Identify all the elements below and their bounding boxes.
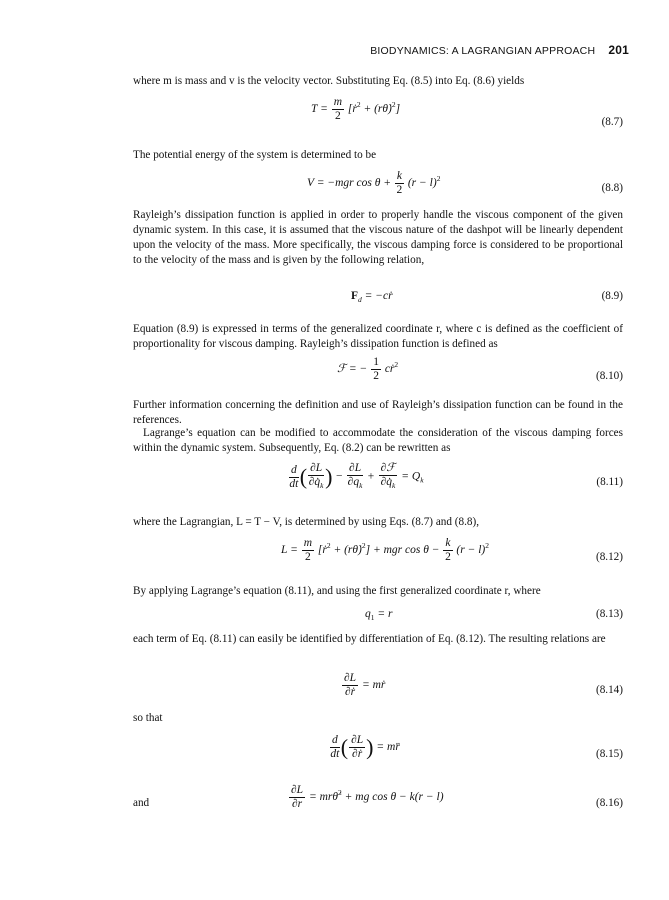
so-that-label: so that [133, 712, 163, 724]
equation-number: (8.14) [595, 684, 623, 696]
equation-number: (8.15) [595, 748, 623, 760]
equation-8-15: $\frac{d}{dt}$ ( $\frac{\partial L}{\text{∂ṙ}}$ ) = mr̈ (8.15) [330, 734, 623, 760]
paragraph-2: The potential energy of the system is determined to be [133, 149, 377, 161]
equation-number: (8.10) [595, 370, 623, 382]
equation-8-7: T = $\frac{m}{2}$ [ṙ$^2$ + (rθ̇)$^2$] (8.7) [311, 96, 623, 128]
equation-number: (8.12) [595, 551, 623, 563]
running-title: BIODYNAMICS: A LAGRANGIAN APPROACH [370, 45, 596, 57]
paragraph-1: where m is mass and v is the velocity vector. Substituting Eq. (8.5) into Eq. (8.6) yields [133, 75, 525, 87]
paragraph-7: where the Lagrangian, L = T − V, is determined by using Eqs. (8.7) and (8.8), [133, 516, 479, 528]
equation-number: (8.9) [601, 290, 623, 302]
and-label: and [133, 797, 150, 809]
equation-8-11: $\frac{d}{dt}$ ( $\frac{\partial L}{\partial q̇_k}$ ) − $\frac{\partial L}{\partial q_k}$ + $\frac{\text{∂ℱ}}{\partial q̇_k}$ = $Q_k$ (8.11) [289, 462, 623, 490]
paragraph-8: By applying Lagrange’s equation (8.11), and using the first generalized coordinate r, where [133, 585, 541, 597]
running-header [370, 43, 629, 57]
paragraph-5: Further information concerning the definition and use of Rayleigh’s dissipation function can be found in the references. [133, 399, 623, 426]
equation-number: (8.7) [601, 116, 623, 128]
paragraph-4: Equation (8.9) is expressed in terms of the generalized coordinate r, where c is defined as the coefficient of proportionality for viscous damping. Rayleigh’s dissipation function is defined as [133, 323, 623, 350]
page-number: 201 [608, 43, 629, 57]
paragraph-9: each term of Eq. (8.11) can easily be identified by differentiation of Eq. (8.12). The resulting relations are [133, 633, 606, 645]
equation-8-8: V = −mgr cos θ + $\frac{k}{2}$ $(r - l)^2$ (8.8) [307, 170, 623, 196]
equation-8-16: $\frac{\partial L}{\partial r}$ = mrθ̇$^2$ + mg cos θ − k(r − l) (8.16) [291, 784, 623, 810]
paragraph-6: Lagrange’s equation can be modified to accommodate the consideration of the viscous damping forces within the dynamic system. Subsequently, Eq. (8.2) can be rewritten as [133, 427, 623, 454]
equation-8-10: ℱ = − $\frac{1}{2}$ cṙ$^2$ (8.10) [337, 356, 623, 382]
equation-8-13: $q_1 = r$ (8.13) [365, 608, 623, 622]
paragraph-3: Rayleigh’s dissipation function is applied in order to properly handle the viscous component of the given dynamic system. In this case, it is assumed that the viscous nature of the dashpot will be linearly dependent upon the velocity of the mass. More specifically, the viscous damping force is considered to be proportional to the velocity of the mass and is given by the following relation, [133, 209, 623, 266]
equation-number: (8.16) [595, 797, 623, 809]
equation-8-14: $\frac{\partial L}{\text{∂ṙ}}$ = mṙ (8.14) [344, 672, 623, 698]
equation-8-9: $F_d$ = −cṙ (8.9) [351, 290, 623, 304]
equation-number: (8.11) [596, 476, 623, 488]
equation-number: (8.8) [601, 182, 623, 194]
equation-8-12: L = $\frac{m}{2}$ [ṙ$^2$ + (rθ̇)$^2$] + mgr cos θ − $\frac{k}{2}$ $(r - l)^2$ (8.12) [281, 537, 623, 563]
equation-number: (8.13) [595, 608, 623, 620]
